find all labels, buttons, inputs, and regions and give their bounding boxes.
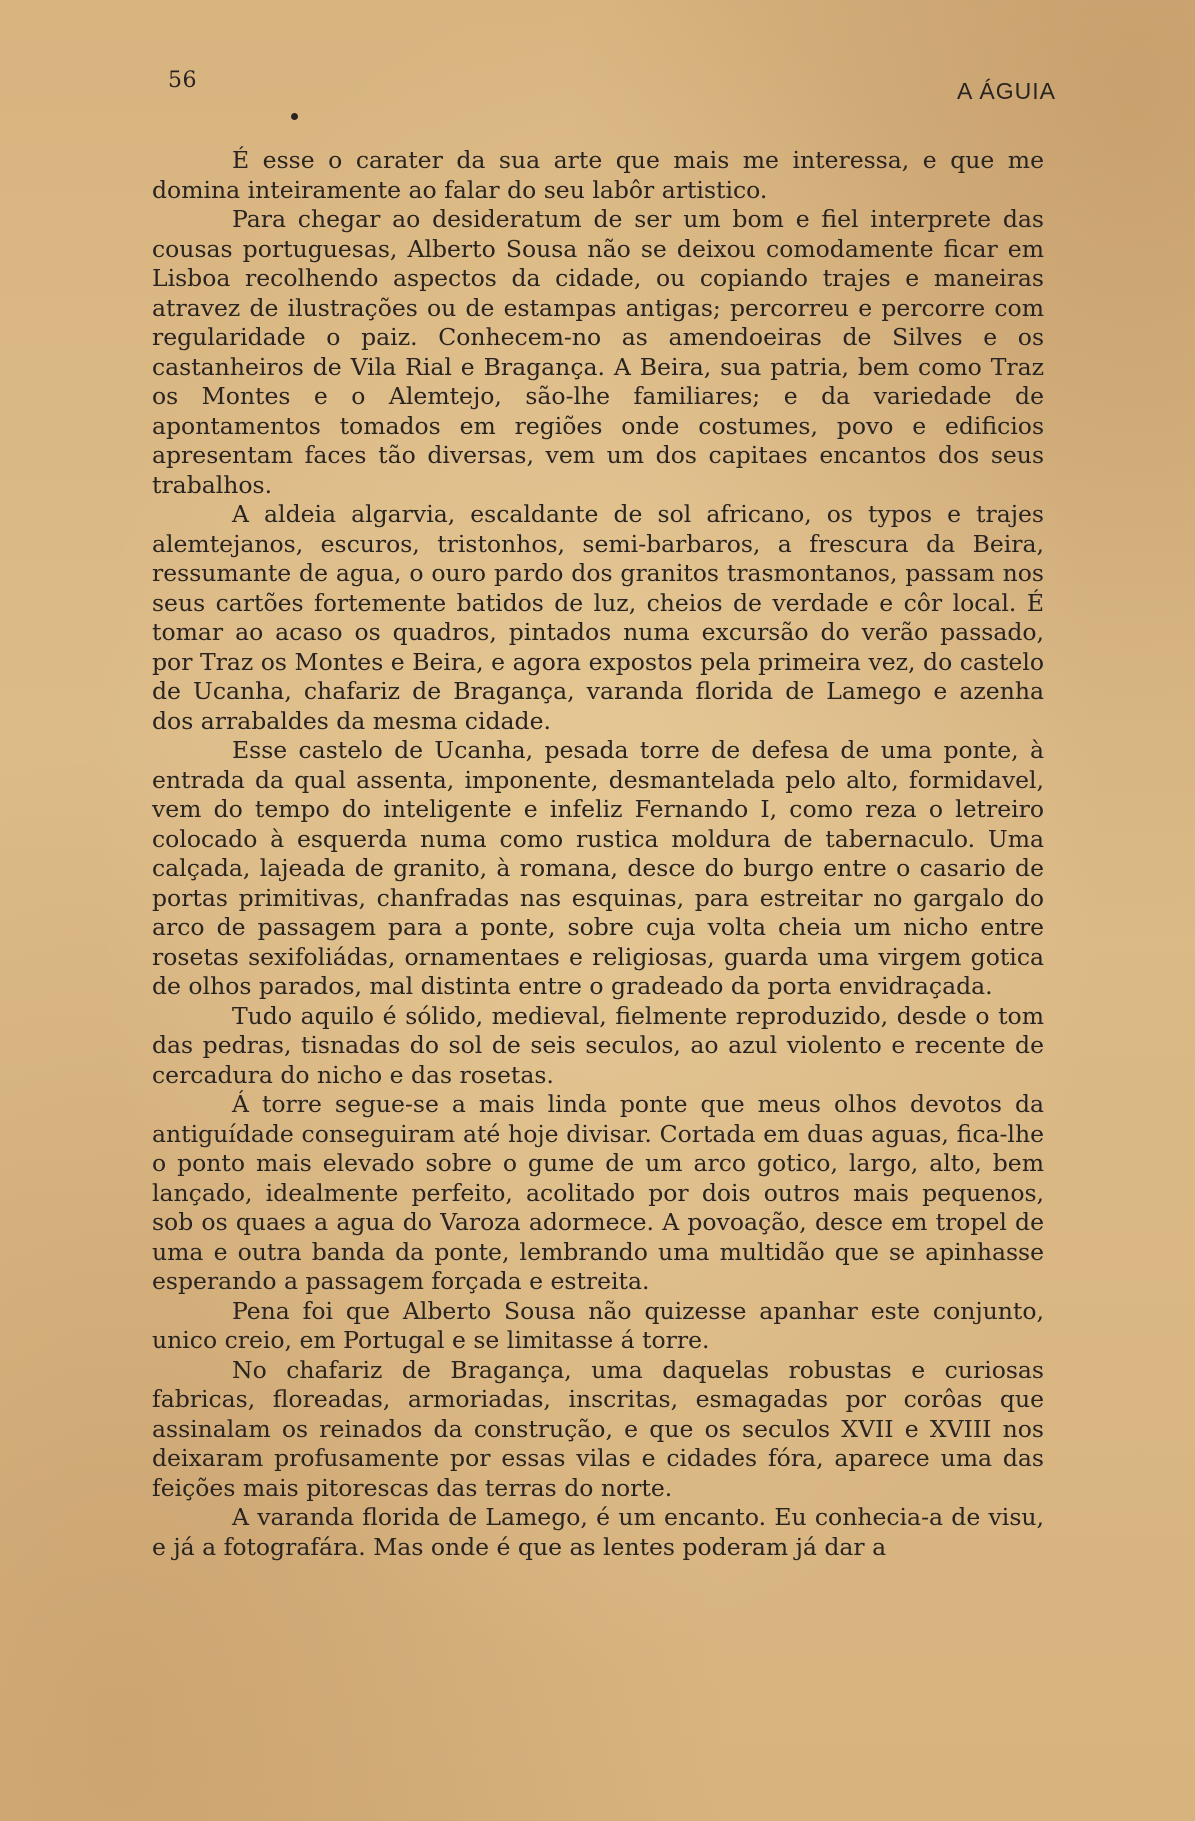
running-title: A ÁGUIA bbox=[956, 78, 1056, 104]
paragraph: Tudo aquilo é sólido, medieval, fielmente reproduzido, desde o tom das pedras, tisnadas do sol de seis seculos, ao azul violento e recente de cercadura do nicho e das rosetas. bbox=[152, 1001, 1044, 1089]
paragraph: Pena foi que Alberto Sousa não quizesse apanhar este conjunto, unico creio, em Portugal e se limitasse á torre. bbox=[152, 1296, 1044, 1354]
paragraph: A aldeia algarvia, escaldante de sol africano, os typos e trajes alemtejanos, escuros, tristonhos, semi-barbaros, a frescura da Beira, ressumante de agua, o ouro pardo dos granitos trasmontanos, passam nos seus cartões fortemente batidos de luz, cheios de verdade e côr local. É tomar ao acaso os quadros, pintados numa excursão do verão passado, por Traz os Montes e Beira, e agora expostos pela primeira vez, do castelo de Ucanha, chafariz de Bragança, varanda florida de Lamego e azenha dos arrabaldes da mesma cidade. bbox=[152, 500, 1044, 735]
article-body bbox=[152, 146, 1044, 1562]
page-number: 56 bbox=[168, 68, 197, 93]
paragraph: É esse o carater da sua arte que mais me interessa, e que me domina inteiramente ao falar do seu labôr artistico. bbox=[152, 146, 1044, 204]
ink-dot bbox=[291, 113, 298, 120]
page-header bbox=[168, 68, 1056, 108]
paragraph: No chafariz de Bragança, uma daquelas robustas e curiosas fabricas, floreadas, armoriadas, inscritas, esmagadas por corôas que assinalam os reinados da construção, e que os seculos XVII e XVIII nos deixaram profusamente por essas vilas e cidades fóra, aparece uma das feições mais pitorescas das terras do norte. bbox=[152, 1355, 1044, 1502]
paragraph: A varanda florida de Lamego, é um encanto. Eu conhecia-a de visu, e já a fotografára. Mas onde é que as lentes poderam já dar a bbox=[152, 1503, 1044, 1561]
paragraph: Para chegar ao desideratum de ser um bom e fiel interprete das cousas portuguesas, Alberto Sousa não se deixou comodamente ficar em Lisboa recolhendo aspectos da cidade, ou copiando trajes e maneiras atravez de ilustrações ou de estampas antigas; percorreu e percorre com regularidade o paiz. Conhecem-no as amendoeiras de Silves e os castanheiros de Vila Rial e Bragança. A Beira, sua patria, bem como Traz os Montes e o Alemtejo, são-lhe familiares; e da variedade de apontamentos tomados em regiões onde costumes, povo e edificios apresentam faces tão diversas, vem um dos capitaes encantos dos seus trabalhos. bbox=[152, 205, 1044, 499]
paragraph: Á torre segue-se a mais linda ponte que meus olhos devotos da antiguídade conseguiram até hoje divisar. Cortada em duas aguas, fica-lhe o ponto mais elevado sobre o gume de um arco gotico, largo, alto, bem lançado, idealmente perfeito, acolitado por dois outros mais pequenos, sob os quaes a agua do Varoza adormece. A povoação, desce em tropel de uma e outra banda da ponte, lembrando uma multidão que se apinhasse esperando a passagem forçada e estreita. bbox=[152, 1090, 1044, 1295]
paragraph: Esse castelo de Ucanha, pesada torre de defesa de uma ponte, à entrada da qual assenta, imponente, desmantelada pelo alto, formidavel, vem do tempo do inteligente e infeliz Fernando I, como reza o letreiro colocado à esquerda numa como rustica moldura de tabernaculo. Uma calçada, lajeada de granito, à romana, desce do burgo entre o casario de portas primitivas, chanfradas nas esquinas, para estreitar no gargalo do arco de passagem para a ponte, sobre cuja volta cheia um nicho entre rosetas sexifoliádas, ornamentaes e religiosas, guarda uma virgem gotica de olhos parados, mal distinta entre o gradeado da porta envidraçada. bbox=[152, 736, 1044, 1000]
